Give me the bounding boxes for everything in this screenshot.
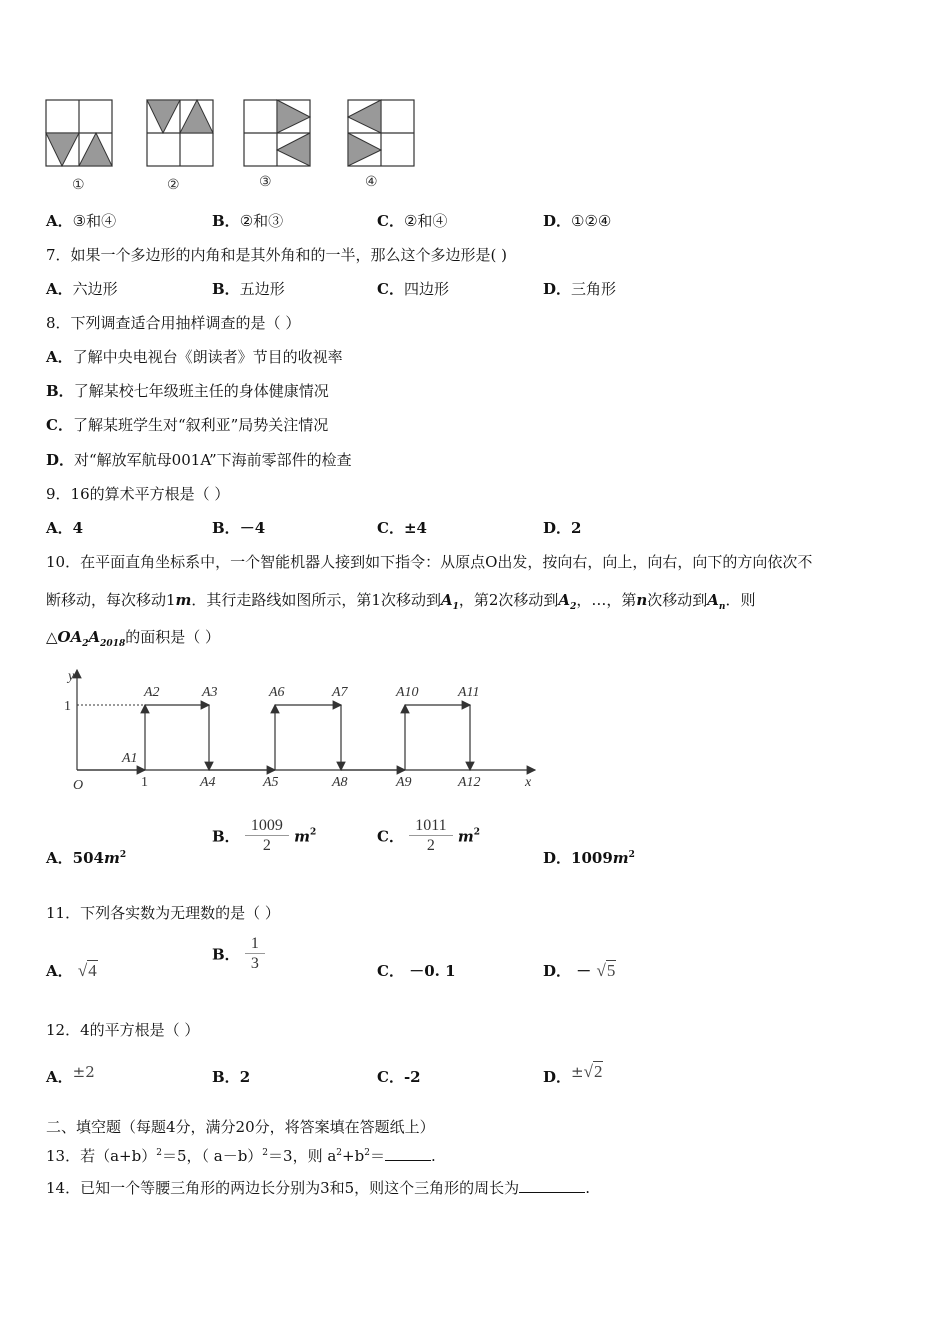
graph-point-a7: A7 — [332, 685, 348, 700]
q8-option-a[interactable]: A．了解中央电视台《朗读者》节目的收视率 — [46, 348, 343, 366]
q11-option-a[interactable]: A． √4 — [46, 961, 97, 980]
q12-option-c[interactable]: C．-2 — [377, 1068, 421, 1086]
fig-label-1: ① — [72, 177, 85, 193]
q13-answer-blank[interactable] — [385, 1146, 431, 1161]
q14-question: 14．已知一个等腰三角形的两边长分别为3和5，则这个三角形的周长为 . — [46, 1179, 590, 1197]
q10-graph — [60, 662, 540, 797]
q9-question: 9．16的算术平方根是（ ） — [46, 485, 230, 503]
section-2-title: 二、填空题（每题4分，满分20分，将答案填在答题纸上） — [46, 1118, 435, 1136]
graph-point-a3: A3 — [202, 685, 218, 700]
q12-option-b[interactable]: B．2 — [212, 1068, 251, 1086]
q11-question: 11．下列各实数为无理数的是（ ） — [46, 904, 280, 922]
q9-option-b[interactable]: B．－4 — [212, 519, 266, 537]
q12-question: 12．4的平方根是（ ） — [46, 1021, 200, 1039]
q10-text-e: 次移动到 — [647, 591, 708, 609]
q9-option-d[interactable]: D．2 — [543, 519, 582, 537]
graph-point-a2: A2 — [144, 685, 160, 700]
q11-option-b[interactable]: B． $\frac{1}{3}$ — [212, 935, 265, 974]
q10-option-a[interactable]: A．$504m^2$ — [46, 849, 127, 867]
q6-option-c[interactable]: C．②和④ — [377, 212, 448, 230]
graph-point-a1: A1 — [122, 751, 138, 766]
graph-point-a12: A12 — [458, 775, 481, 790]
q7-option-c[interactable]: C．四边形 — [377, 280, 449, 298]
q6-option-d[interactable]: D．①②④ — [543, 212, 612, 230]
q10-question-line3: $\triangle OA_2A_{2018}$的面积是（ ） — [46, 628, 221, 649]
q10-point-a1: $A_1$ — [440, 591, 459, 612]
q6-option-a[interactable]: A．③和④ — [46, 212, 117, 230]
q10-option-c[interactable]: C． $\frac{1011}{2}$ $m^2$ — [377, 817, 480, 854]
q8-option-c[interactable]: C．了解某班学生对“叙利亚”局势关注情况 — [46, 416, 329, 434]
fig-label-4: ④ — [365, 174, 378, 190]
graph-point-a4: A4 — [200, 775, 216, 790]
q14-answer-blank[interactable] — [519, 1178, 585, 1193]
graph-x-tick: 1 — [141, 775, 148, 790]
q10-option-b[interactable]: B． $\frac{1009}{2}$ $m^2$ — [212, 817, 317, 854]
graph-point-a10: A10 — [396, 685, 419, 700]
q6-option-b[interactable]: B．②和③ — [212, 212, 284, 230]
q8-question: 8．下列调查适合用抽样调查的是（ ） — [46, 314, 301, 332]
q8-option-b[interactable]: B．了解某校七年级班主任的身体健康情况 — [46, 382, 329, 400]
sqrt-5: √5 — [596, 961, 616, 980]
q10-point-an: $A_n$ — [707, 591, 726, 612]
fig-label-3: ③ — [259, 174, 272, 190]
graph-point-a8: A8 — [332, 775, 348, 790]
q10-question-line1: 10．在平面直角坐标系中，一个智能机器人接到如下指令：从原点O出发，按向右，向上，向右，向下的方向依次不 — [46, 553, 813, 571]
fraction-1-3: $\frac{1}{3}$ — [245, 935, 265, 974]
q10-text-b: ．其行走路线如图所示，第1次移动到 — [191, 591, 441, 609]
q9-option-c[interactable]: C．±4 — [377, 519, 427, 537]
graph-origin: O — [73, 778, 84, 793]
q13-question: 13．若$(a+b)^2=5$，（ a－b）$^2$＝3，则 $a^2+b^2=$ . — [46, 1147, 436, 1165]
q10-text-f: ．则 — [725, 591, 756, 609]
figure-1 — [46, 100, 112, 166]
fraction-1009-2: $\frac{1009}{2}$ — [245, 817, 289, 856]
q12-option-a[interactable]: A．±2 — [46, 1063, 95, 1086]
q10-text-a: 断移动，每次移动1 — [46, 591, 176, 609]
q10-text-d: ，…，第 — [576, 591, 637, 609]
graph-x-label: x — [525, 775, 532, 790]
q11-option-c[interactable]: C． －0. 1 — [377, 962, 456, 980]
q7-question: 7．如果一个多边形的内角和是其外角和的一半，那么这个多边形是( ) — [46, 246, 508, 264]
q7-option-d[interactable]: D．三角形 — [543, 280, 617, 298]
q9-option-a[interactable]: A．4 — [46, 519, 84, 537]
q10-n: n — [636, 591, 648, 609]
graph-point-a11: A11 — [458, 685, 480, 700]
q10-graph-svg — [60, 662, 540, 797]
figure-4 — [348, 100, 414, 166]
sqrt-4: √4 — [77, 961, 97, 980]
graph-y-label: y — [68, 669, 75, 684]
q12-option-d[interactable]: D．±√2 — [543, 1062, 603, 1086]
figure-3 — [244, 100, 310, 166]
q10-option-d[interactable]: D．$1009m^2$ — [543, 849, 635, 867]
graph-point-a9: A9 — [396, 775, 412, 790]
q7-option-b[interactable]: B．五边形 — [212, 280, 285, 298]
q7-option-a[interactable]: A．六边形 — [46, 280, 118, 298]
q10-unit: m — [175, 591, 192, 609]
graph-point-a5: A5 — [263, 775, 279, 790]
q10-text-c: ，第2次移动到 — [458, 591, 559, 609]
fraction-1011-2: $\frac{1011}{2}$ — [409, 817, 452, 856]
q10-point-a2: $A_2$ — [558, 591, 577, 612]
graph-y-tick: 1 — [64, 699, 71, 714]
graph-point-a6: A6 — [269, 685, 285, 700]
q10-question-line2 — [46, 590, 755, 617]
sqrt-2: √2 — [583, 1062, 603, 1081]
q8-option-d[interactable]: D．对“解放军航母001A”下海前零部件的检查 — [46, 451, 352, 469]
q11-option-d[interactable]: D． － √5 — [543, 961, 616, 980]
figure-2 — [147, 100, 213, 166]
fig-label-2: ② — [167, 177, 180, 193]
